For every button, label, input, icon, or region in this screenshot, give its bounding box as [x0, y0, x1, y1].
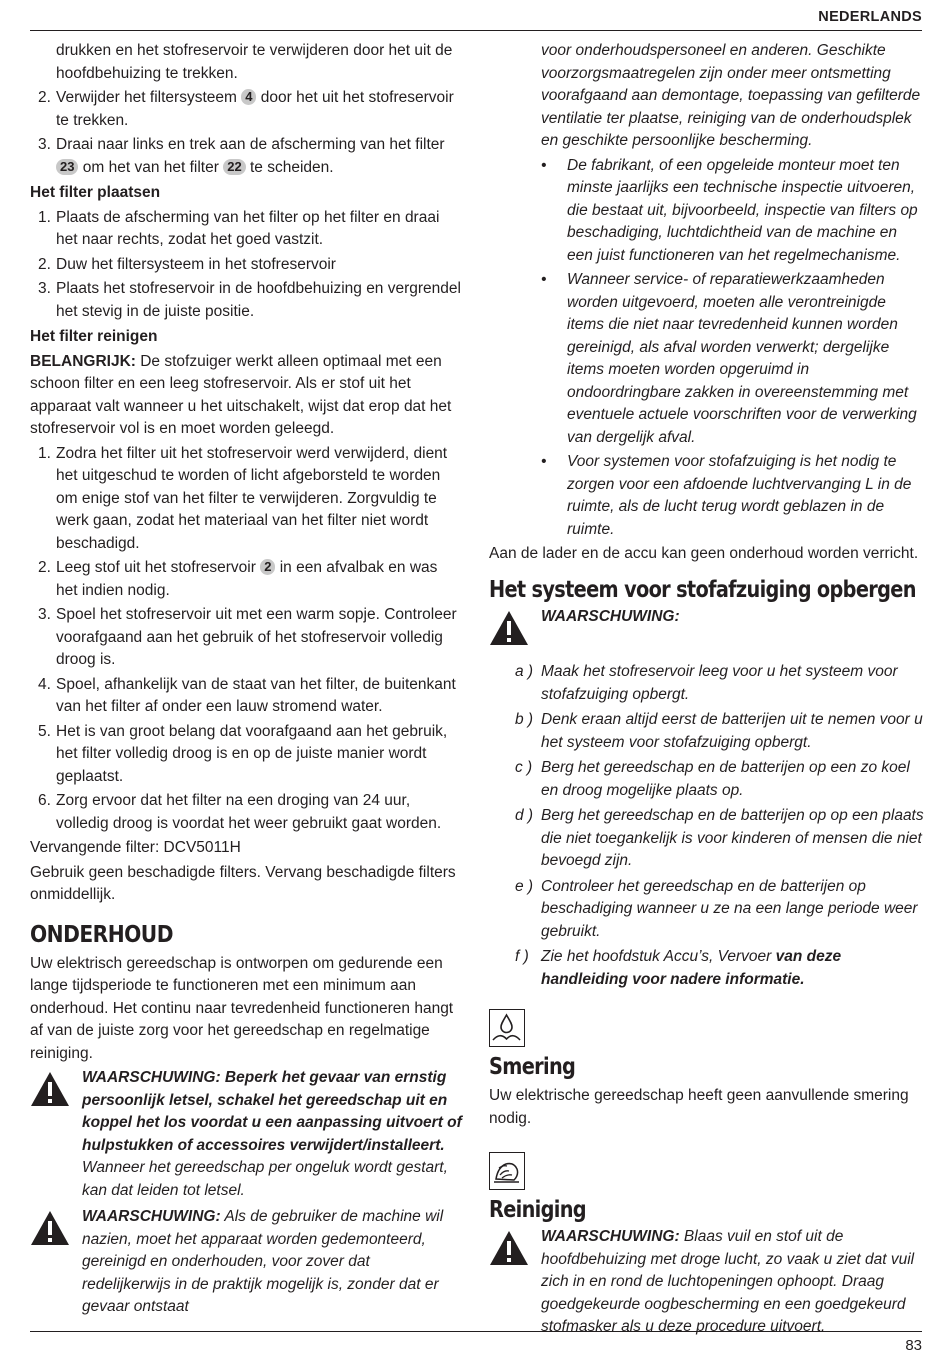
section-subtitle: Het filter reinigen [30, 328, 158, 345]
warning-continuation: voor onderhoudspersoneel en anderen. Geschikte voorzorgsmaatregelen zijn onder meer ontsmetting voorafgaand aan demontage, toepassing van gefilterde ventilatie ter plaatse, reiniging van de onderhoudsplek en geschikte persoonlijke bescherming. [541, 42, 921, 149]
charger-note: Aan de lader en de accu kan geen onderhoud worden verricht. [489, 545, 919, 562]
list-item: 3. Spoel het stofreservoir uit met een warm sopje. Controleer voorafgaand aan het gebruik of het stofreservoir volledig droog is. [38, 606, 457, 668]
page-number: 83 [905, 1337, 922, 1354]
page-footer [30, 1331, 922, 1354]
part-number-badge: 4 [241, 89, 256, 105]
warning-triangle-icon [489, 1226, 541, 1339]
list-item: 3. Draai naar links en trek aan de afscherming van het filter 23 om het van het filter 22 te scheiden. [38, 136, 445, 176]
warning-triangle-icon [30, 1206, 82, 1319]
section-title: Reiniging [489, 1197, 586, 1223]
bullet-list [489, 155, 925, 542]
clean-steps-list [30, 443, 462, 836]
list-item: b ) Denk eraan altijd eerst de batterijen uit te nemen voor u het systeem voor stofafzuiging opbergt. [515, 711, 923, 751]
intro-continuation: drukken en het stofreservoir te verwijderen door het uit de hoofdbehuizing te trekken. [56, 42, 453, 82]
warning-block: WAARSCHUWING: Blaas vuil en stof uit de hoofdbehuizing met droge lucht, zo vaak u ziet dat vuil zich in en rond de luchtopeningen ophoopt. Draag goedgekeurde oogbescherming en een goedgekeurd stofmasker als u deze procedure uitvoert. [489, 1226, 925, 1339]
warning-triangle-icon [30, 1067, 82, 1202]
lubrication-text: Uw elektrische gereedschap heeft geen aanvullende smering nodig. [489, 1087, 909, 1127]
language-label: NEDERLANDS [818, 9, 922, 25]
section-subtitle: Het filter plaatsen [30, 184, 161, 201]
replacement-filter: Vervangende filter: DCV5011H [30, 839, 241, 856]
section-title: Het systeem voor stofafzuiging opbergen [489, 576, 916, 603]
list-item: • Wanneer service- of reparatiewerkzaamheden worden uitgevoerd, moeten alle verontreinigde items die niet naar tevredenheid kunnen worden gereinigd, als afval worden verwerkt; dergelijke items moeten worden opgeruimd in ondoordringbare zakken in overeenstemming met eventuele actuele voorschriften voor de verwerking van dergelijk afval. [541, 271, 917, 446]
list-item: • Voor systemen voor stofafzuiging is het nodig te zorgen voor een afdoende luchtvervanging L in de ruimte, als de lucht terug wordt geblazen in de ruimte. [541, 453, 912, 538]
left-column [30, 40, 462, 1323]
part-number-badge: 23 [56, 159, 78, 175]
part-number-badge: 2 [260, 559, 275, 575]
cleaning-icon [489, 1152, 525, 1190]
part-number-badge: 22 [223, 159, 245, 175]
page-header [30, 6, 922, 31]
storage-list [489, 661, 925, 991]
list-item: 1. Plaats de afscherming van het filter op het filter en draai het naar rechts, zodat het goed vastzit. [38, 208, 440, 248]
warning-block: WAARSCHUWING: Als de gebruiker de machine wil nazien, moet het apparaat worden gedemonteerd, gereinigd en onderhouden, voor zover dat redelijkerwijs in de praktijk mogelijk is, zonder dat er gevaar ontstaat [30, 1206, 462, 1319]
list-item: • De fabrikant, of een opgeleide monteur moet ten minste jaarlijks een technische inspectie uitvoeren, die bestaat uit, bijvoorbeeld, inspectie van filters op beschadiging, luchtdichtheid van de machine en een juist functioneren van het regelmechanisme. [541, 156, 918, 264]
right-column [489, 40, 925, 1343]
list-item: c ) Berg het gereedschap en de batterijen op een zo koel en droog mogelijke plaats op. [515, 759, 910, 799]
list-item: 2. Leeg stof uit het stofreservoir 2 in een afvalbak en was het indien nodig. [38, 559, 438, 599]
lubrication-icon [489, 1009, 525, 1047]
place-steps-list [30, 207, 462, 324]
section-title: ONDERHOUD [30, 921, 173, 948]
list-item: 2. Verwijder het filtersysteem 4 door het uit het stofreservoir te trekken. [38, 89, 454, 129]
warning-block: WAARSCHUWING: Beperk het gevaar van ernstig persoonlijk letsel, schakel het gereedschap uit en koppel het los voordat u een aanpassing uitvoert of hulpstukken of accessoires verwijdert/installeert. Wanneer het gereedschap per ongeluk wordt gestart, kan dat leiden tot letsel. [30, 1067, 462, 1202]
section-title: Smering [489, 1054, 576, 1080]
list-item: 3. Plaats het stofreservoir in de hoofdbehuizing en vergrendel het stevig in de juiste positie. [38, 280, 461, 320]
warning-block: WAARSCHUWING: [489, 606, 925, 654]
list-item: a ) Maak het stofreservoir leeg voor u het systeem voor stofafzuiging opbergt. [515, 663, 898, 703]
maintenance-text: Uw elektrisch gereedschap is ontworpen om gedurende een lange tijdsperiode te functioneren met een minimum aan onderhoud. Het continu naar tevredenheid functioneren hangt af van de juiste zorg voor het gereedschap en regelmatige reiniging. [30, 954, 454, 1062]
list-item: d ) Berg het gereedschap en de batterijen op op een plaats die niet toegankelijk is voor kinderen of mensen die niet bevoegd zijn. [515, 807, 924, 869]
warning-triangle-icon [489, 606, 541, 654]
list-item: 4. Spoel, afhankelijk van de staat van het filter, de buitenkant van het filter af onder een lauw stromend water. [38, 675, 456, 715]
important-note: BELANGRIJK: De stofzuiger werkt alleen optimaal met een schoon filter en een leeg stofreservoir. Als er stof uit het apparaat valt wanneer u het uitschakelt, wijst dat erop dat het stofreservoir vol is en moet worden geleegd. [30, 352, 452, 437]
list-item: 1. Zodra het filter uit het stofreservoir werd verwijderd, dient het uitgeschud te worden of licht afgeborsteld te worden om enige stof van het filter te verwijderen. Zorgvuldig te werk gaan, zodat het materiaal van het filter niet wordt beschadigd. [38, 444, 448, 552]
no-damaged-filters: Gebruik geen beschadigde filters. Vervang beschadigde filters onmiddellijk. [30, 863, 456, 903]
list-item: 5. Het is van groot belang dat voorafgaand aan het gebruik, het filter volledig droog is en op de juiste manier wordt geplaatst. [38, 722, 448, 785]
remove-steps-list [30, 87, 462, 179]
list-item: 6. Zorg ervoor dat het filter na een droging van 24 uur, volledig droog is voordat het weer gebruikt gaat worden. [38, 792, 442, 832]
list-item: f ) Zie het hoofdstuk Accu’s, Vervoer van deze handleiding voor nadere informatie. [515, 948, 842, 988]
list-item: e ) Controleer het gereedschap en de batterijen op beschadiging wanneer u ze na een lange periode weer gebruikt. [515, 877, 918, 940]
list-item: 2. Duw het filtersysteem in het stofreservoir [38, 255, 336, 273]
